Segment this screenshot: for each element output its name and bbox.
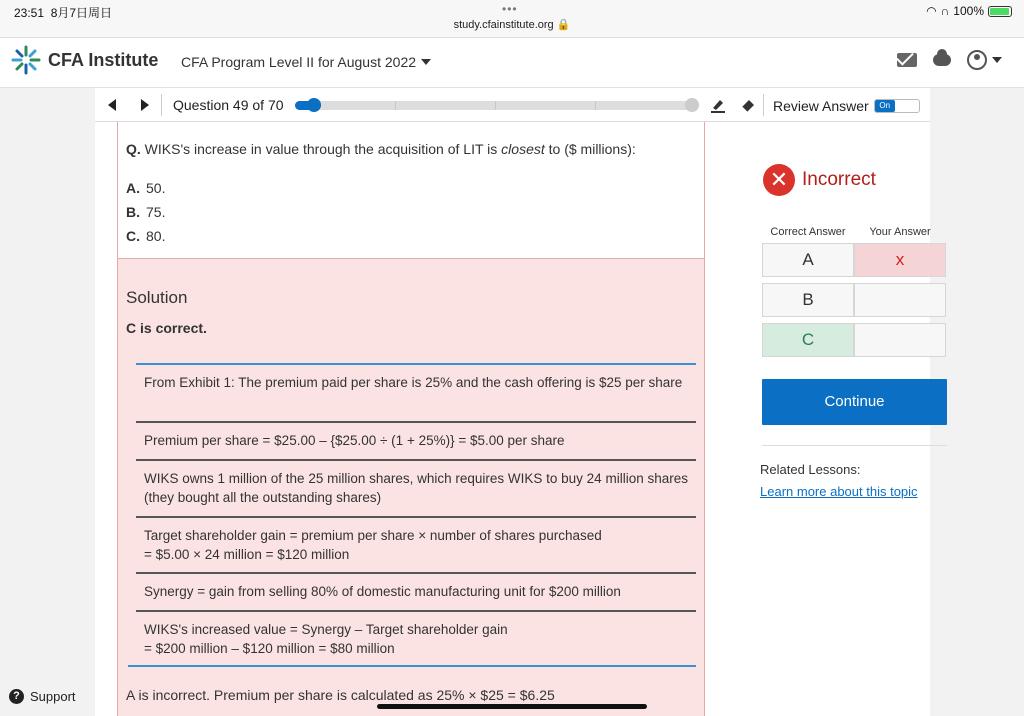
result-label: Incorrect	[802, 169, 876, 190]
your-answer-c	[854, 323, 946, 357]
progress-handle[interactable]	[307, 98, 321, 112]
progress-end	[685, 98, 699, 112]
your-answer-b	[854, 283, 946, 317]
headphones-icon: ∩	[940, 4, 950, 18]
option-b[interactable]: B. 75.	[126, 204, 166, 220]
app-header	[0, 38, 1024, 88]
wifi-icon: ◠	[926, 4, 937, 18]
question-area	[117, 122, 705, 258]
result-status	[763, 164, 876, 196]
solution-row: From Exhibit 1: The premium paid per share is 25% and the cash offering is $25 per share	[136, 365, 696, 423]
table-bottom-rule	[128, 665, 696, 667]
solution-row: Synergy = gain from selling 80% of domestic manufacturing unit for $200 million	[136, 574, 696, 612]
solution-row: Premium per share = $25.00 – {$25.00 ÷ (1 + 25%)} = $5.00 per share	[136, 423, 696, 461]
divider	[161, 94, 162, 116]
review-answer-toggle[interactable]	[874, 99, 920, 113]
your-answer-a: x	[854, 243, 946, 277]
support-label: Support	[30, 689, 76, 704]
chevron-down-icon	[992, 57, 1002, 63]
incorrect-icon: ✕	[763, 164, 795, 196]
continue-button[interactable]: Continue	[762, 379, 947, 425]
chevron-down-icon	[421, 59, 431, 65]
highlighter-icon[interactable]	[710, 97, 726, 113]
solution-row: WIKS's increased value = Synergy – Target shareholder gain = $200 million – $120 million = $80 million	[144, 622, 508, 656]
learn-more-link[interactable]: Learn more about this topic	[760, 484, 918, 499]
divider	[763, 94, 764, 116]
review-answer-label: Review Answer	[773, 98, 869, 114]
lock-icon: 🔒	[556, 19, 571, 31]
progress-tick	[395, 101, 396, 110]
correct-answer-header: Correct Answer	[770, 226, 846, 238]
solution-table	[136, 363, 696, 666]
battery-icon	[988, 6, 1012, 17]
status-bar	[0, 0, 1024, 38]
toggle-on-label: On	[875, 100, 895, 112]
correct-answer-b: B	[762, 283, 854, 317]
solution-panel	[117, 258, 705, 716]
status-time: 23:51 8月7日周日	[14, 6, 113, 20]
your-answer-header: Your Answer	[869, 226, 931, 238]
correct-answer-c: C	[762, 323, 854, 357]
eraser-icon[interactable]	[740, 97, 756, 113]
option-c[interactable]: C. 80.	[126, 228, 166, 244]
review-answer-control	[773, 98, 920, 114]
user-icon	[967, 50, 987, 70]
address-bar[interactable]: study.cfainstitute.org 🔒	[453, 19, 571, 31]
question-counter: Question 49 of 70	[173, 97, 284, 113]
help-icon: ?	[9, 689, 24, 704]
mail-icon[interactable]	[897, 53, 917, 67]
solution-row: Target shareholder gain = premium per share × number of shares purchased = $5.00 × 24 million = $120 million	[136, 518, 696, 574]
program-label: CFA Program Level II for August 2022	[181, 54, 417, 70]
incorrect-explanation: A is incorrect. Premium per share is calculated as 25% × $25 = $6.25	[126, 687, 555, 703]
related-lessons-label: Related Lessons:	[760, 462, 861, 477]
main-panel	[95, 122, 930, 716]
support-button[interactable]	[9, 689, 76, 704]
previous-question-button[interactable]	[108, 99, 116, 111]
divider	[762, 445, 947, 446]
question-text: Q. WIKS's increase in value through the acquisition of LIT is closest to ($ millions):	[126, 141, 636, 157]
cfa-logo[interactable]	[10, 44, 158, 76]
progress-tick	[495, 101, 496, 110]
option-a[interactable]: A. 50.	[126, 180, 166, 196]
more-dots-icon[interactable]: •••	[502, 2, 518, 16]
logo-text: CFA Institute	[48, 49, 159, 70]
correct-statement: C is correct.	[126, 320, 207, 336]
progress-bar[interactable]	[295, 101, 697, 110]
status-right	[926, 4, 1012, 18]
cfa-logo-icon	[10, 44, 42, 76]
next-question-button[interactable]	[141, 99, 149, 111]
battery-percent: 100%	[953, 4, 984, 18]
user-menu[interactable]	[967, 50, 1002, 70]
correct-answer-a: A	[762, 243, 854, 277]
program-selector[interactable]	[181, 54, 431, 70]
progress-tick	[595, 101, 596, 110]
header-icons	[897, 50, 1002, 70]
question-toolbar	[95, 88, 930, 122]
solution-title: Solution	[126, 288, 188, 307]
solution-row: WIKS owns 1 million of the 25 million shares, which requires WIKS to buy 24 million shares (they bought all the outstanding shares)	[136, 461, 696, 518]
home-indicator[interactable]	[377, 704, 647, 709]
cloud-icon[interactable]	[933, 54, 951, 66]
